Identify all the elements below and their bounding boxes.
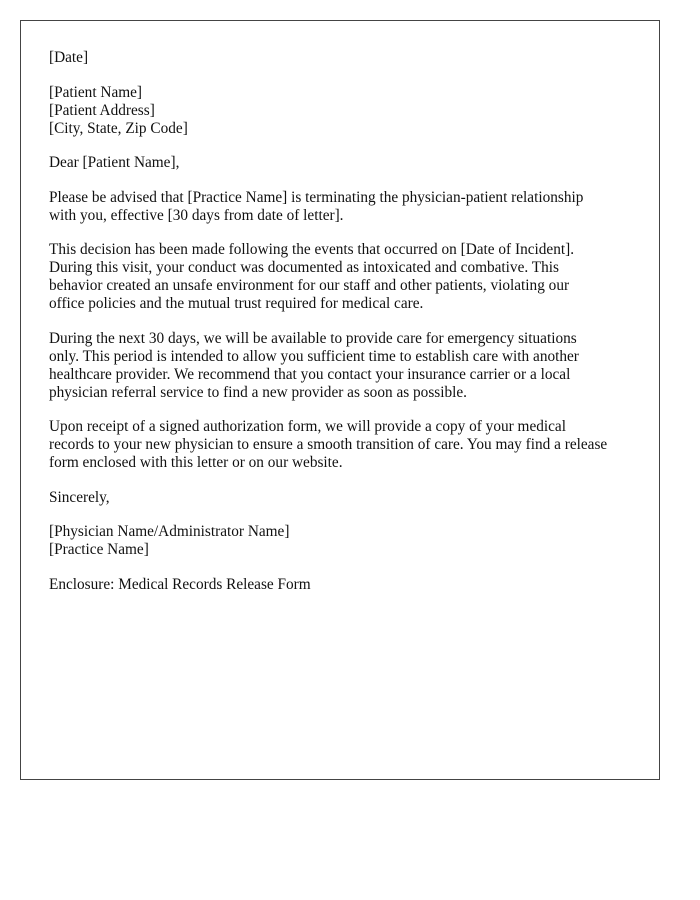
text-line: behavior created an unsafe environment for our staff and other patients, violating our — [49, 277, 570, 294]
text-line: Please be advised that [Practice Name] is terminating the physician-patient relationship — [49, 188, 584, 206]
closing: Sincerely, — [49, 488, 110, 506]
text-line: records to your new physician to ensure a smooth transition of care. You may find a release — [49, 436, 608, 453]
paragraph-reason — [49, 241, 631, 313]
recipient-block — [49, 84, 631, 138]
text-line: During this visit, your conduct was documented as intoxicated and combative. This — [49, 259, 559, 276]
text-line: physician referral service to find a new provider as soon as possible. — [49, 383, 467, 401]
salutation: Dear [Patient Name], — [49, 154, 180, 171]
recipient-name: [Patient Name] — [49, 83, 143, 101]
text-line: with you, effective [30 days from date of letter]. — [49, 206, 344, 224]
signer-practice: [Practice Name] — [49, 541, 149, 558]
letter-date: [Date] — [49, 49, 89, 66]
text-line: This decision has been made following the events that occurred on [Date of Incident]. — [49, 241, 575, 258]
paragraph-interim-care — [49, 330, 631, 402]
recipient-city: [City, State, Zip Code] — [49, 119, 188, 137]
text-line: only. This period is intended to allow you sufficient time to establish care with another — [49, 347, 579, 365]
text-line: form enclosed with this letter or on our website. — [49, 454, 343, 471]
text-line: healthcare provider. We recommend that you contact your insurance carrier or a local — [49, 365, 571, 383]
recipient-address: [Patient Address] — [49, 101, 155, 119]
paragraph-records — [49, 418, 631, 472]
enclosure-note: Enclosure: Medical Records Release Form — [49, 575, 311, 593]
signature-block — [49, 523, 631, 559]
letter-page — [20, 20, 660, 780]
text-line: Upon receipt of a signed authorization form, we will provide a copy of your medical — [49, 418, 566, 435]
text-line: office policies and the mutual trust required for medical care. — [49, 295, 424, 312]
text-line: During the next 30 days, we will be available to provide care for emergency situations — [49, 329, 577, 347]
signer-name: [Physician Name/Administrator Name] — [49, 523, 290, 540]
paragraph-termination — [49, 189, 631, 225]
